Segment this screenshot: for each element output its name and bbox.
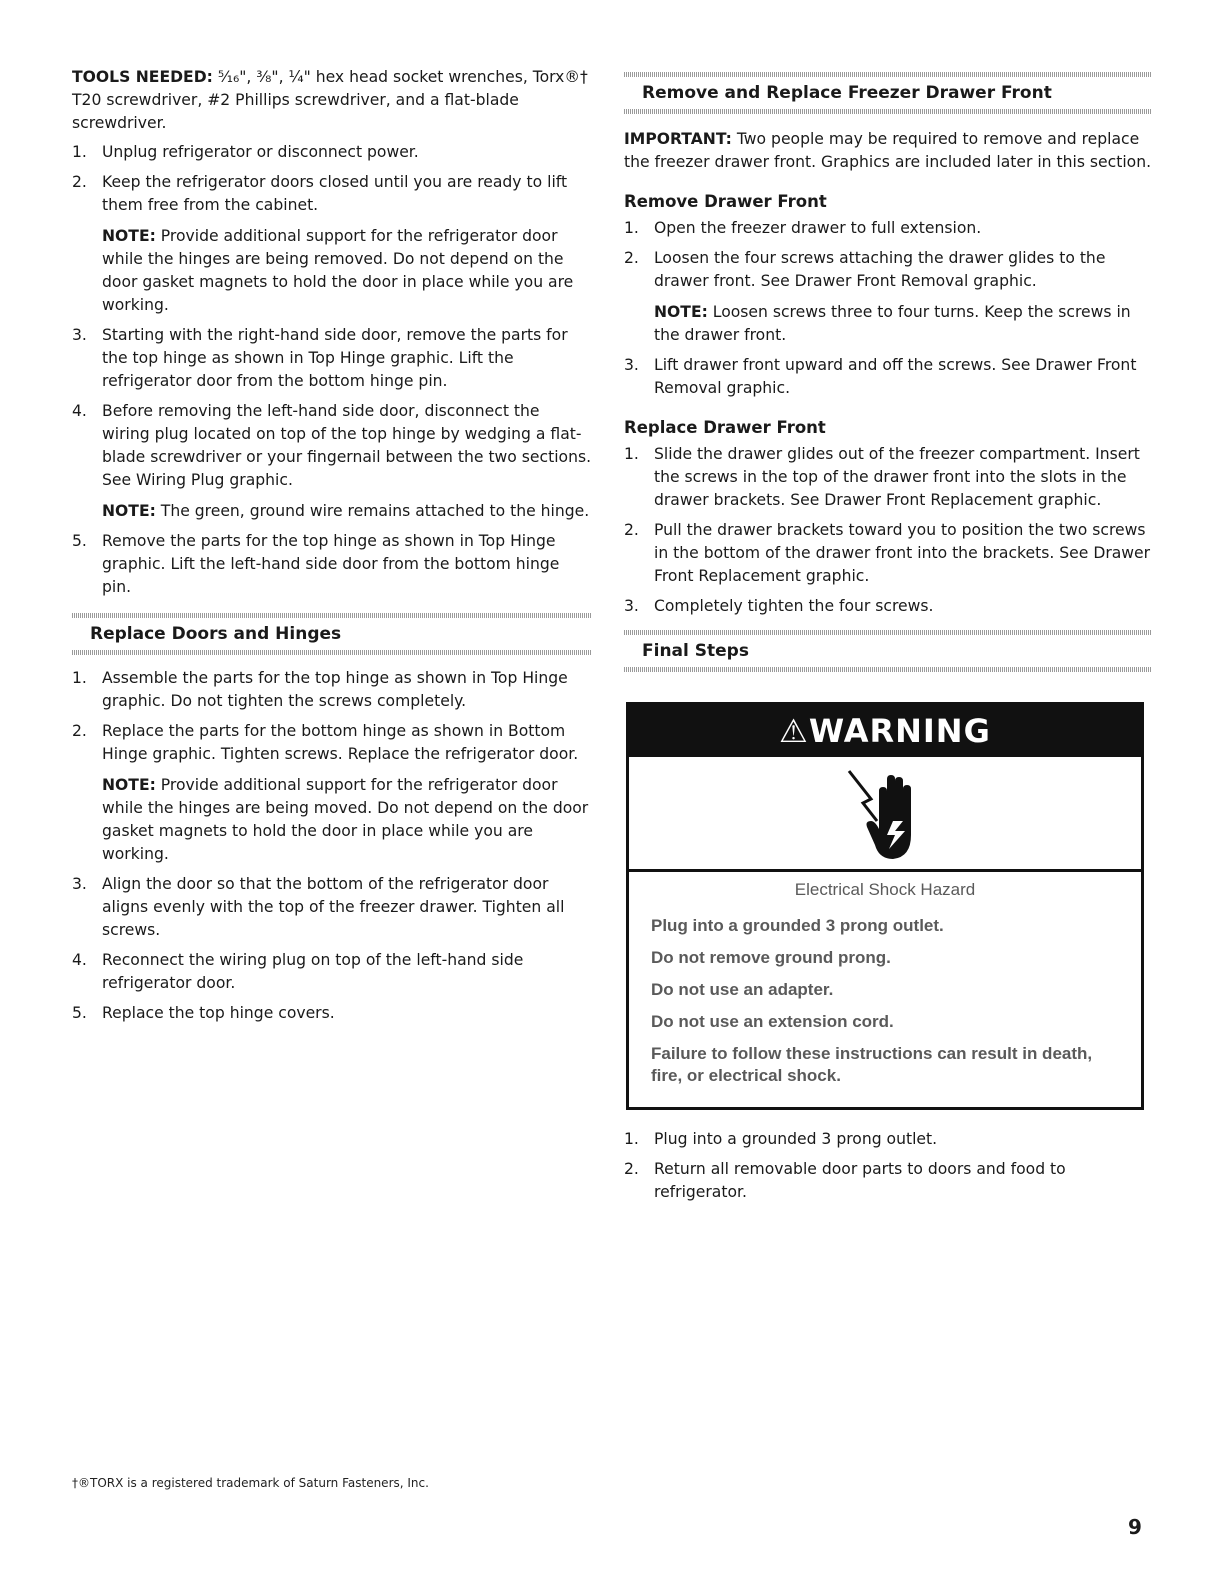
step-note <box>102 225 592 317</box>
important-notice <box>624 128 1152 174</box>
replace-drawer-steps <box>624 443 1152 618</box>
step-text: Completely tighten the four screws. <box>654 597 934 615</box>
list-item <box>72 949 592 995</box>
list-item <box>72 667 592 713</box>
step-number: 1. <box>72 143 87 161</box>
step-number: 2. <box>624 249 639 267</box>
section-divider <box>624 109 1152 114</box>
warning-line: Plug into a grounded 3 prong outlet. <box>651 916 944 935</box>
list-item <box>72 141 592 164</box>
list-item <box>72 720 592 866</box>
list-item <box>624 1128 1152 1151</box>
note-text: Provide additional support for the refrigerator door while the hinges are being removed. Do not depend on the door gasket magnets to hold the door in place while you are working. <box>102 227 574 314</box>
note-label: NOTE: <box>654 303 708 321</box>
section-divider <box>72 650 592 655</box>
step-number: 5. <box>72 1004 87 1022</box>
step-note <box>654 301 1152 347</box>
left-column <box>72 66 592 1032</box>
replace-doors-heading: Replace Doors and Hinges <box>90 624 342 644</box>
remove-drawer-steps <box>624 217 1152 400</box>
list-item <box>72 530 592 599</box>
warning-title: ⚠WARNING <box>629 705 1141 757</box>
warning-line: Do not use an adapter. <box>651 980 834 999</box>
step-number: 4. <box>72 402 87 420</box>
hazard-title: Electrical Shock Hazard <box>794 880 976 899</box>
important-label: IMPORTANT: <box>624 130 732 148</box>
list-item <box>72 1002 592 1025</box>
note-label: NOTE: <box>102 227 156 245</box>
right-column <box>624 66 1152 1211</box>
step-text: Unplug refrigerator or disconnect power. <box>102 143 419 161</box>
step-text: Plug into a grounded 3 prong outlet. <box>654 1130 938 1148</box>
step-text: Slide the drawer glides out of the freezer compartment. Insert the screws in the top of the drawer front into the slots in the drawer brackets. See Drawer Front Replacement graphic. <box>654 445 1140 509</box>
step-text: Assemble the parts for the top hinge as shown in Top Hinge graphic. Do not tighten the screws completely. <box>102 669 568 710</box>
step-text: Loosen the four screws attaching the drawer glides to the drawer front. See Drawer Front Removal graphic. <box>654 249 1106 290</box>
step-text: Keep the refrigerator doors closed until you are ready to lift them free from the cabinet. <box>102 173 568 214</box>
list-item <box>624 519 1152 588</box>
step-number: 2. <box>624 1160 639 1178</box>
list-item <box>624 1158 1152 1204</box>
step-text: Pull the drawer brackets toward you to position the two screws in the bottom of the drawer front into the brackets. See Drawer Front Replacement graphic. <box>654 521 1151 585</box>
important-text: Two people may be required to remove and replace the freezer drawer front. Graphics are included later in this section. <box>624 130 1152 171</box>
list-item <box>624 443 1152 512</box>
warning-box <box>626 702 1144 1110</box>
step-note <box>102 774 592 866</box>
step-text: Align the door so that the bottom of the refrigerator door aligns evenly with the top of the freezer drawer. Tighten all screws. <box>102 875 565 939</box>
note-text: The green, ground wire remains attached to the hinge. <box>155 502 590 520</box>
step-number: 1. <box>624 1130 639 1148</box>
step-number: 1. <box>624 219 639 237</box>
trademark-footnote: †®TORX is a registered trademark of Saturn Fasteners, Inc. <box>72 1476 429 1490</box>
page-number: 9 <box>1128 1515 1142 1539</box>
step-number: 4. <box>72 951 87 969</box>
step-number: 5. <box>72 532 87 550</box>
step-text: Remove the parts for the top hinge as shown in Top Hinge graphic. Lift the left-hand side door from the bottom hinge pin. <box>102 532 560 596</box>
warning-line: Failure to follow these instructions can result in death, fire, or electrical shock. <box>651 1044 1093 1085</box>
step-text: Before removing the left-hand side door, disconnect the wiring plug located on top of the top hinge by wedging a flat-blade screwdriver or your fingernail between the two sections. See Wiring Plug graphic. <box>102 402 592 489</box>
step-number: 2. <box>624 521 639 539</box>
list-item <box>72 400 592 523</box>
step-number: 2. <box>72 173 87 191</box>
step-text: Replace the top hinge covers. <box>102 1004 335 1022</box>
warning-line: Do not use an extension cord. <box>651 1012 894 1031</box>
step-number: 1. <box>624 445 639 463</box>
step-text: Return all removable door parts to doors and food to refrigerator. <box>654 1160 1066 1201</box>
list-item <box>624 595 1152 618</box>
section-divider <box>624 667 1152 672</box>
tools-text: ⁵⁄₁₆", ³⁄₈", ¼" hex head socket wrenches, Torx®† T20 screwdriver, #2 Phillips screwdriver, and a flat-blade screwdriver. <box>72 68 588 132</box>
warning-line: Do not remove ground prong. <box>651 948 891 967</box>
step-text: Lift drawer front upward and off the screws. See Drawer Front Removal graphic. <box>654 356 1137 397</box>
step-text: Replace the parts for the bottom hinge as shown in Bottom Hinge graphic. Tighten screws. Replace the refrigerator door. <box>102 722 579 763</box>
step-number: 3. <box>72 875 87 893</box>
note-text: Loosen screws three to four turns. Keep the screws in the drawer front. <box>654 303 1131 344</box>
replace-doors-steps <box>72 667 592 1025</box>
step-number: 3. <box>624 356 639 374</box>
final-steps-list <box>624 1128 1152 1204</box>
list-item <box>624 354 1152 400</box>
tools-needed <box>72 66 592 135</box>
remove-drawer-heading: Remove Drawer Front <box>624 192 827 211</box>
list-item <box>72 873 592 942</box>
note-label: NOTE: <box>102 502 156 520</box>
list-item <box>624 217 1152 240</box>
list-item <box>624 247 1152 347</box>
remove-doors-steps <box>72 141 592 599</box>
step-text: Open the freezer drawer to full extension. <box>654 219 982 237</box>
freezer-drawer-heading: Remove and Replace Freezer Drawer Front <box>642 83 1052 103</box>
tools-label: TOOLS NEEDED: <box>72 68 213 86</box>
step-text: Reconnect the wiring plug on top of the left-hand side refrigerator door. <box>102 951 524 992</box>
step-note <box>102 500 592 523</box>
list-item <box>72 171 592 317</box>
replace-drawer-heading: Replace Drawer Front <box>624 418 826 437</box>
step-number: 3. <box>72 326 87 344</box>
note-text: Provide additional support for the refrigerator door while the hinges are being moved. Do not depend on the door gasket magnets to hold the door in place while you are working. <box>102 776 589 863</box>
step-number: 2. <box>72 722 87 740</box>
final-steps-heading: Final Steps <box>642 641 749 661</box>
step-text: Starting with the right-hand side door, remove the parts for the top hinge as shown in Top Hinge graphic. Lift the refrigerator door from the bottom hinge pin. <box>102 326 568 390</box>
note-label: NOTE: <box>102 776 156 794</box>
step-number: 1. <box>72 669 87 687</box>
list-item <box>72 324 592 393</box>
step-number: 3. <box>624 597 639 615</box>
electrical-shock-hand-icon <box>841 765 931 865</box>
